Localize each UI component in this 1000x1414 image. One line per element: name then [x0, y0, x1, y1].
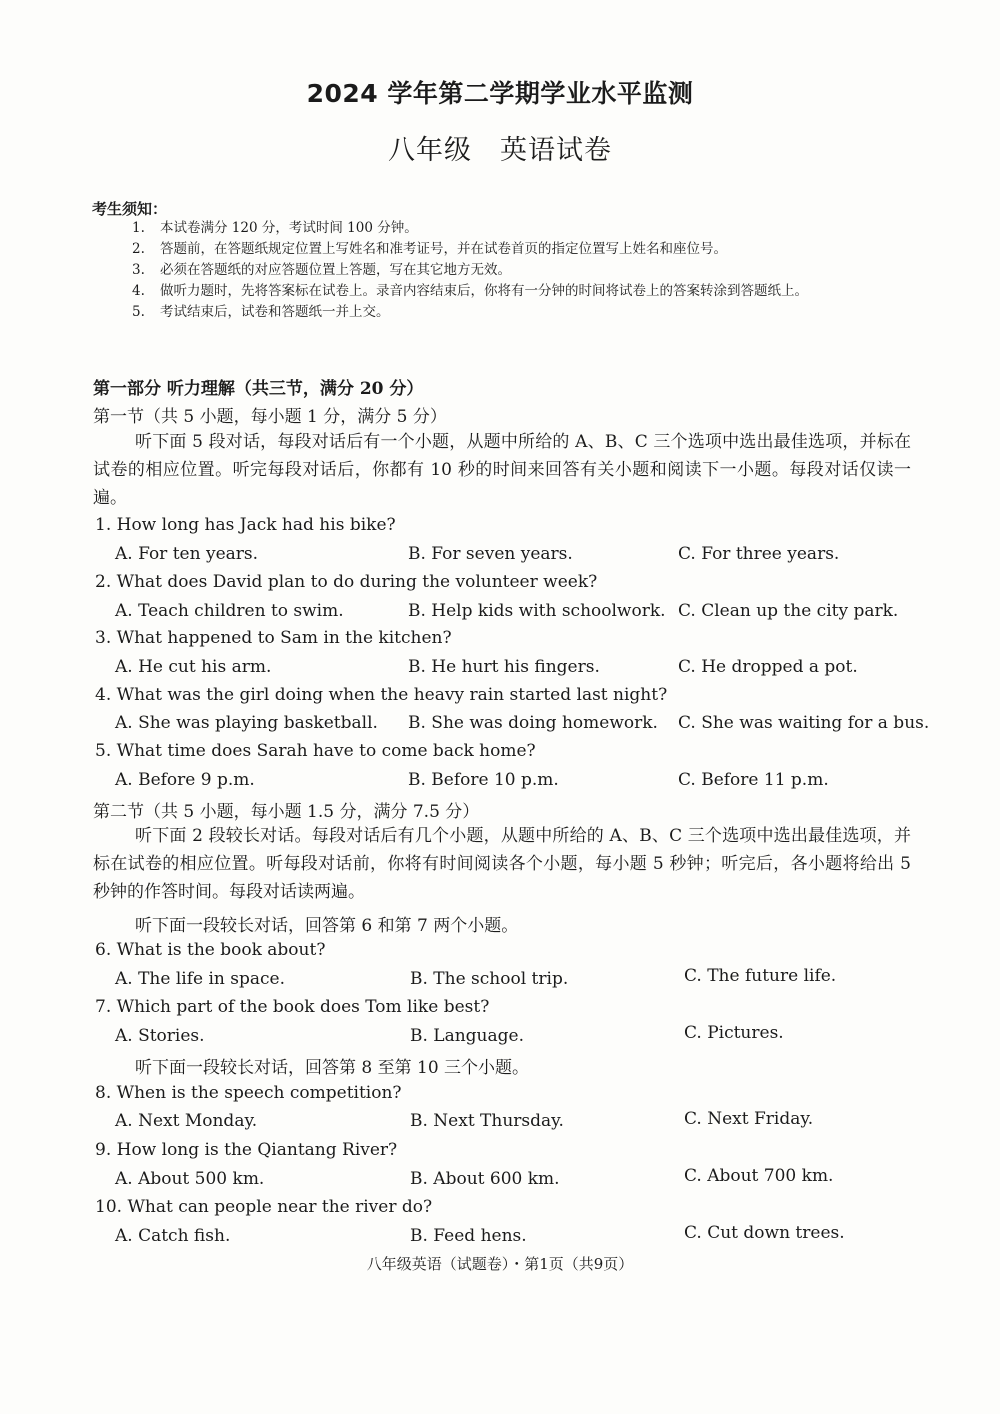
- notice-number: 4.: [132, 283, 145, 299]
- dialogue2-intro: 听下面一段较长对话，回答第 8 至第 10 三个小题。: [135, 1058, 530, 1078]
- question-9: 9. How long is the Qiantang River?: [95, 1140, 398, 1160]
- option-c: C. She was waiting for a bus.: [678, 713, 930, 733]
- notice-number: 5.: [132, 304, 145, 320]
- question-7: 7. Which part of the book does Tom like best?: [95, 997, 490, 1017]
- dialogue1-intro: 听下面一段较长对话，回答第 6 和第 7 两个小题。: [135, 916, 519, 936]
- question-8: 8. When is the speech competition?: [95, 1083, 402, 1103]
- section2-instructions: 听下面 2 段较长对话。每段对话后有几个小题，从题中所给的 A、B、C 三个选项中选出最佳选项，并标在试卷的相应位置。听每段对话前，你将有时间阅读各个小题，每小题 5 秒钟；听完后，各小题将给出 5 秒钟的作答时间。每段对话读两遍。: [93, 826, 911, 902]
- section2-heading: 第二节（共 5 小题，每小题 1.5 分，满分 7.5 分）: [93, 802, 480, 822]
- option-b: B. Feed hens.: [410, 1226, 527, 1246]
- notice-number: 1.: [132, 220, 145, 236]
- option-c: C. The future life.: [684, 966, 837, 986]
- question-1: 1. How long has Jack had his bike?: [95, 515, 396, 535]
- question-2: 2. What does David plan to do during the volunteer week?: [95, 572, 598, 592]
- option-a: A. Teach children to swim.: [115, 601, 344, 621]
- question-6: 6. What is the book about?: [95, 940, 326, 960]
- option-a: A. About 500 km.: [115, 1169, 265, 1189]
- part1-heading: 第一部分 听力理解（共三节，满分 20 分）: [93, 379, 424, 399]
- option-c: C. Before 11 p.m.: [678, 770, 829, 790]
- exam-subtitle: 八年级 英语试卷: [388, 135, 612, 166]
- notice-list: [132, 218, 912, 323]
- question-4: 4. What was the girl doing when the heavy rain started last night?: [95, 685, 668, 705]
- option-a: A. She was playing basketball.: [115, 713, 378, 733]
- option-a: A. Catch fish.: [115, 1226, 231, 1246]
- option-b: B. Next Thursday.: [410, 1111, 564, 1131]
- section1-instructions: 听下面 5 段对话，每段对话后有一个小题，从题中所给的 A、B、C 三个选项中选出最佳选项，并标在试卷的相应位置。听完每段对话后，你都有 10 秒的时间来回答有关小题和阅读下一小题。每段对话仅读一遍。: [93, 432, 911, 508]
- notice-number: 3.: [132, 262, 145, 278]
- notice-item: [132, 302, 912, 323]
- notice-item: [132, 218, 912, 239]
- question-5: 5. What time does Sarah have to come back home?: [95, 741, 536, 761]
- option-b: B. The school trip.: [410, 969, 569, 989]
- section1-heading: 第一节（共 5 小题，每小题 1 分，满分 5 分）: [93, 407, 447, 427]
- notice-text: 答题前，在答题纸规定位置上写姓名和准考证号，并在试卷首页的指定位置写上姓名和座位号。: [160, 241, 727, 257]
- option-c: C. Clean up the city park.: [678, 601, 899, 621]
- notice-item: [132, 281, 912, 302]
- notice-number: 2.: [132, 241, 145, 257]
- notice-item: [132, 239, 912, 260]
- option-a: A. Next Monday.: [115, 1111, 258, 1131]
- notice-item: [132, 260, 912, 281]
- option-a: A. Before 9 p.m.: [115, 770, 255, 790]
- option-a: A. He cut his arm.: [115, 657, 272, 677]
- option-a: A. For ten years.: [115, 544, 259, 564]
- option-c: C. For three years.: [678, 544, 840, 564]
- option-c: C. Pictures.: [684, 1023, 784, 1043]
- option-a: A. Stories.: [115, 1026, 205, 1046]
- notice-text: 考试结束后，试卷和答题纸一并上交。: [160, 304, 390, 320]
- option-c: C. Cut down trees.: [684, 1223, 845, 1243]
- notice-text: 做听力题时，先将答案标在试卷上。录音内容结束后，你将有一分钟的时间将试卷上的答案转涂到答题纸上。: [160, 283, 808, 299]
- option-b: B. He hurt his fingers.: [408, 657, 600, 677]
- option-b: B. For seven years.: [408, 544, 573, 564]
- option-b: B. Help kids with schoolwork.: [408, 601, 666, 621]
- option-b: B. Language.: [410, 1026, 524, 1046]
- option-a: A. The life in space.: [115, 969, 285, 989]
- option-b: B. She was doing homework.: [408, 713, 658, 733]
- page-footer: 八年级英语（试题卷）・第1页（共9页）: [366, 1255, 634, 1273]
- exam-title: 2024 学年第二学期学业水平监测: [306, 79, 694, 108]
- notice-heading: 考生须知：: [92, 200, 168, 218]
- option-b: B. Before 10 p.m.: [408, 770, 559, 790]
- option-c: C. He dropped a pot.: [678, 657, 858, 677]
- option-c: C. Next Friday.: [684, 1109, 814, 1129]
- question-10: 10. What can people near the river do?: [95, 1197, 433, 1217]
- question-3: 3. What happened to Sam in the kitchen?: [95, 628, 452, 648]
- notice-text: 本试卷满分 120 分，考试时间 100 分钟。: [160, 220, 418, 236]
- notice-text: 必须在答题纸的对应答题位置上答题，写在其它地方无效。: [160, 262, 511, 278]
- option-c: C. About 700 km.: [684, 1166, 834, 1186]
- option-b: B. About 600 km.: [410, 1169, 560, 1189]
